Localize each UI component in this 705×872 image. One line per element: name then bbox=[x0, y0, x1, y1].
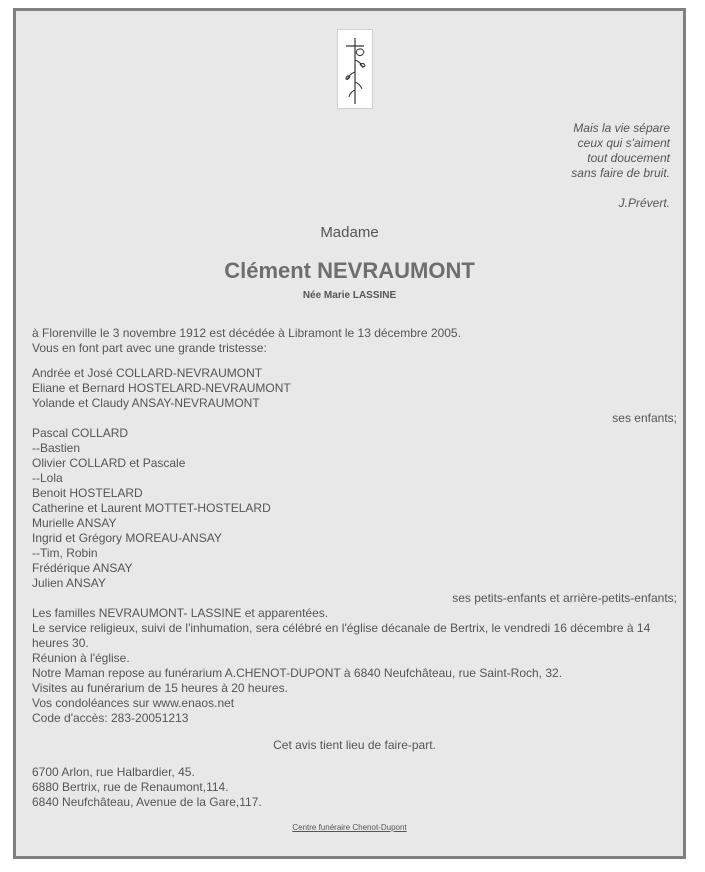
detail-line: Notre Maman repose au funérarium A.CHENOT-DUPONT à 6840 Neufchâteau, rue Saint-Roch, 32. bbox=[32, 666, 563, 680]
grandchild-entry: Olivier COLLARD et Pascale bbox=[32, 456, 186, 470]
child-entry: Yolande et Claudy ANSAY-NEVRAUMONT bbox=[32, 396, 260, 410]
maiden-name: Née Marie LASSINE bbox=[302, 290, 397, 301]
grandchild-entry: Ingrid et Grégory MOREAU-ANSAY bbox=[32, 531, 222, 545]
cross-with-rose-icon bbox=[337, 29, 373, 109]
child-entry: Eliane et Bernard HOSTELARD-NEVRAUMONT bbox=[32, 381, 291, 395]
grandchild-entry: Frédérique ANSAY bbox=[32, 561, 133, 575]
grandchild-entry: Murielle ANSAY bbox=[32, 516, 117, 530]
grandchild-entry: Catherine et Laurent MOTTET-HOSTELARD bbox=[32, 501, 271, 515]
title-prefix: Madame bbox=[320, 224, 379, 241]
address-line: 6840 Neufchâteau, Avenue de la Gare,117. bbox=[32, 795, 262, 809]
grandchildren-label: ses petits-enfants et arrière-petits-enfants; bbox=[452, 591, 677, 605]
detail-line: Code d'accès: 283-20051213 bbox=[32, 711, 189, 725]
poem-line: tout doucement bbox=[587, 151, 670, 165]
poem-author: J.Prévert. bbox=[618, 196, 670, 210]
poem-quote bbox=[571, 121, 670, 211]
faire-part-note: Cet avis tient lieu de faire-part. bbox=[273, 738, 436, 752]
children-label: ses enfants; bbox=[612, 411, 677, 425]
poem-line: ceux qui s'aiment bbox=[577, 136, 670, 150]
poem-line: sans faire de bruit. bbox=[571, 166, 670, 180]
detail-line: Réunion à l'église. bbox=[32, 651, 130, 665]
detail-line: Vos condoléances sur www.enaos.net bbox=[32, 696, 235, 710]
poem-line: Mais la vie sépare bbox=[573, 121, 670, 135]
deceased-name: Clément NEVRAUMONT bbox=[224, 258, 475, 283]
grandchild-entry: Pascal COLLARD bbox=[32, 426, 129, 440]
funeral-home-link[interactable]: Centre funéraire Chenot-Dupont bbox=[292, 823, 407, 832]
grandchild-entry: Benoit HOSTELARD bbox=[32, 486, 143, 500]
detail-line: Les familles NEVRAUMONT- LASSINE et apparentées. bbox=[32, 606, 329, 620]
address-line: 6700 Arlon, rue Halbardier, 45. bbox=[32, 765, 195, 779]
detail-line: Visites au funérarium de 15 heures à 20 heures. bbox=[32, 681, 288, 695]
child-entry: Andrée et José COLLARD-NEVRAUMONT bbox=[32, 366, 263, 380]
address-line: 6880 Bertrix, rue de Renaumont,114. bbox=[32, 780, 229, 794]
death-notice-card bbox=[13, 8, 686, 859]
grandchild-entry: --Bastien bbox=[32, 441, 81, 455]
grandchild-entry: --Lola bbox=[32, 471, 63, 485]
announcement-line: à Florenville le 3 novembre 1912 est décédée à Libramont le 13 décembre 2005. bbox=[32, 326, 461, 340]
grandchild-entry: Julien ANSAY bbox=[32, 576, 106, 590]
announcement-line: Vous en font part avec une grande tristesse: bbox=[32, 341, 267, 355]
grandchild-entry: --Tim, Robin bbox=[32, 546, 98, 560]
notice-body bbox=[32, 326, 677, 810]
detail-line: Le service religieux, suivi de l'inhumation, sera célébré en l'église décanale de Bertrix, le vendredi 16 décembre à 14 heures 30. bbox=[32, 621, 651, 650]
